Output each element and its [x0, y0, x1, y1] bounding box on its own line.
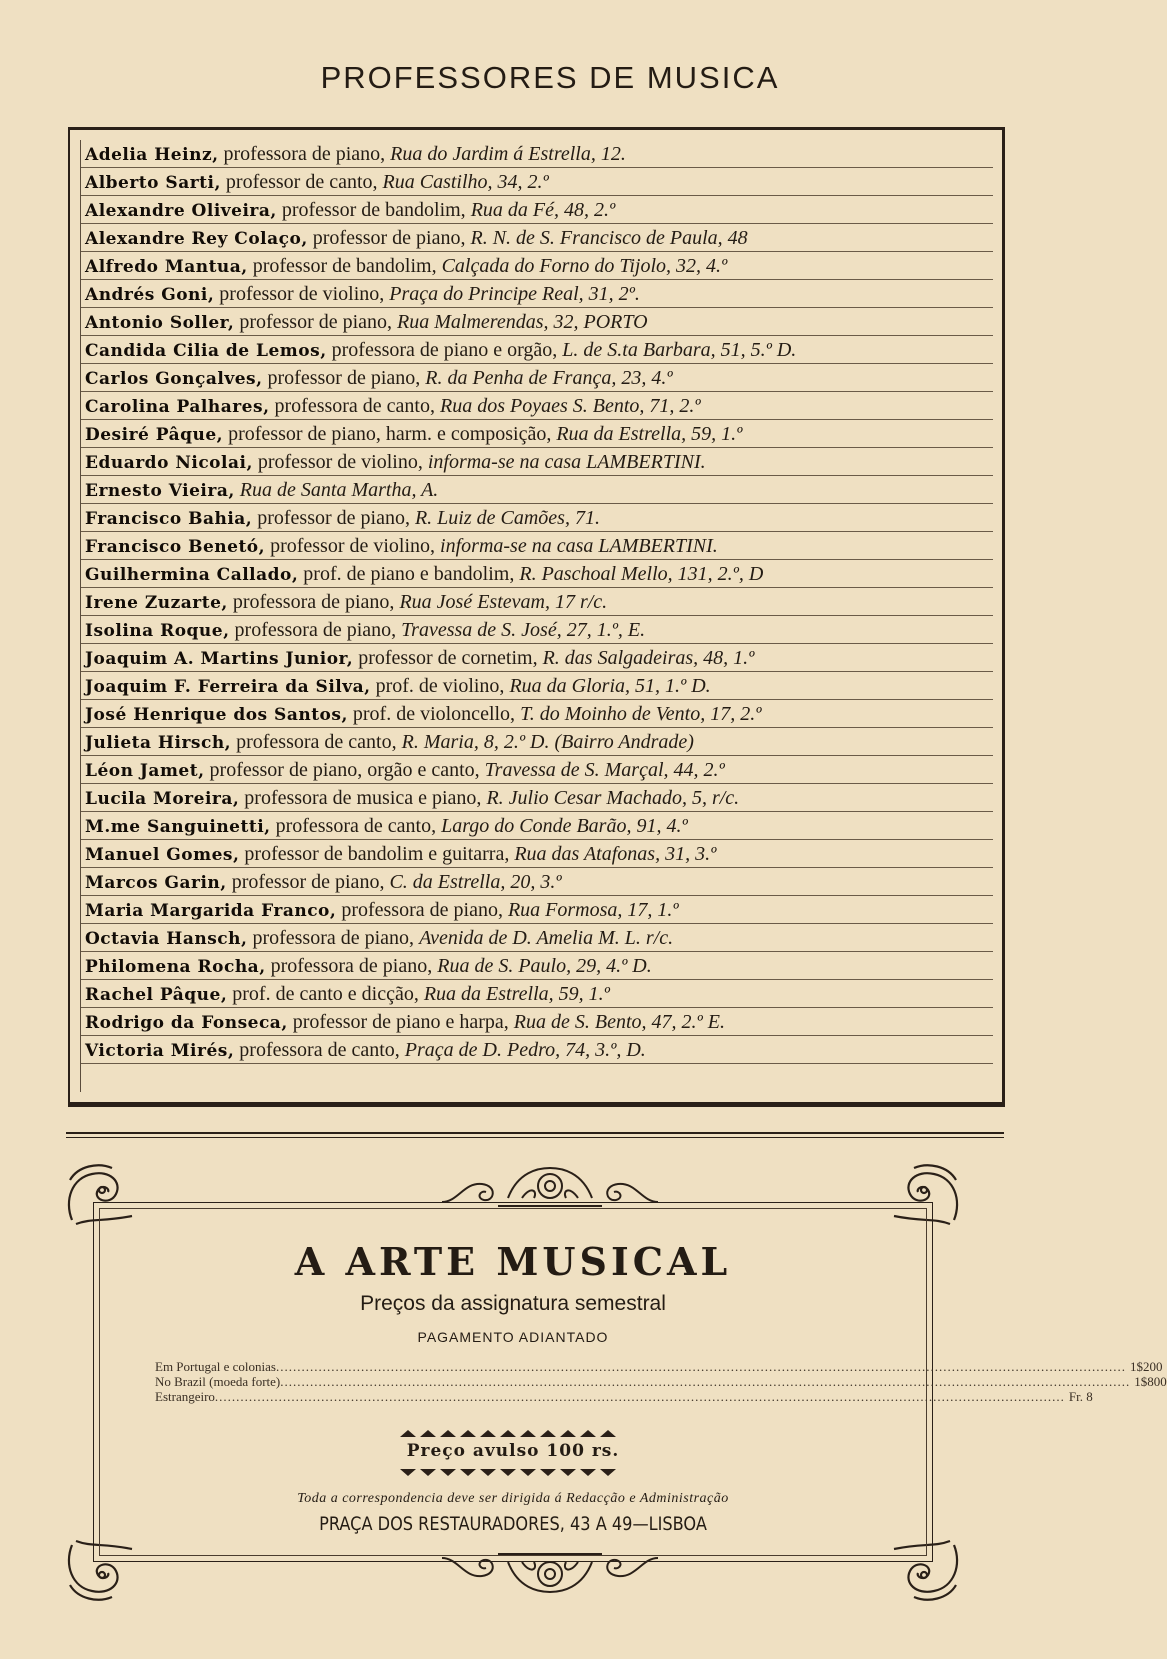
directory-entry: [81, 672, 993, 700]
directory-entry: [81, 700, 993, 728]
entry-name: Joaquim F. Ferreira da Silva,: [85, 677, 371, 697]
directory-entry: [81, 252, 993, 280]
entry-name: Francisco Bahia,: [85, 509, 253, 529]
entry-description: professor de piano e harpa,: [287, 1011, 514, 1033]
entry-description: professor de piano, orgão e canto,: [204, 759, 485, 781]
entry-address: C. da Estrella, 20, 3.º: [389, 871, 562, 893]
entry-address: Travessa de S. Marçal, 44, 2.º: [484, 759, 725, 781]
entry-address: informa-se na casa LAMBERTINI.: [427, 451, 706, 473]
directory-entry: [81, 728, 993, 756]
entry-description: professora de piano,: [247, 927, 420, 949]
leader-dots: ........................................................................................................................................................................................................: [280, 1374, 1131, 1389]
entry-address: R. Julio Cesar Machado, 5, r/c.: [486, 787, 740, 809]
entry-description: professora de canto,: [269, 395, 440, 417]
advert-subtitle: Preços da assignatura semestral: [360, 1292, 666, 1315]
entry-address: Rua da Fé, 48, 2.º: [470, 199, 616, 221]
entry-address: R. Paschoal Mello, 131, 2.º, D: [519, 563, 764, 585]
entry-name: Francisco Benetó,: [85, 537, 266, 557]
entry-description: professor de violino,: [265, 535, 441, 557]
entry-description: professor de piano,: [226, 871, 390, 893]
entry-name: Ernesto Vieira,: [85, 481, 235, 501]
entry-name: Maria Margarida Franco,: [85, 901, 337, 921]
price-label: Em Portugal e colonias: [155, 1359, 276, 1374]
entry-description: professor de piano,: [307, 227, 471, 249]
office-address: PRAÇA DOS RESTAURADORES, 43 A 49—LISBOA: [319, 1513, 707, 1535]
advert-title: A ARTE MUSICAL: [294, 1239, 732, 1284]
entry-address: Rua de Santa Martha, A.: [239, 479, 439, 501]
payment-note: PAGAMENTO ADIANTADO: [417, 1329, 609, 1345]
directory-entry: [81, 588, 993, 616]
price-list: [155, 1359, 1167, 1404]
entry-description: prof. de violino,: [370, 675, 510, 697]
entry-description: professora de piano,: [229, 619, 402, 641]
entry-name: Alfredo Mantua,: [85, 257, 248, 277]
entry-name: Carlos Gonçalves,: [85, 369, 263, 389]
entry-description: professor de bandolim e guitarra,: [239, 843, 515, 865]
directory-entry: [81, 280, 993, 308]
directory-entry: [81, 868, 993, 896]
entry-address: Rua Formosa, 17, 1.º: [507, 899, 679, 921]
entry-description: professora de canto,: [231, 731, 402, 753]
entry-description: professor de piano,: [252, 507, 415, 529]
directory-entry: [81, 644, 993, 672]
entry-address: Rua da Estrella, 59, 1.º: [423, 983, 610, 1005]
entry-description: professor de violino,: [252, 451, 428, 473]
entry-description: professora de piano e orgão,: [326, 339, 563, 361]
leader-dots: ........................................................................................................................................................................................................: [214, 1389, 1065, 1404]
entry-description: professora de piano,: [227, 591, 400, 613]
entry-address: informa-se na casa LAMBERTINI.: [440, 535, 718, 557]
entry-description: professora de piano,: [218, 143, 391, 165]
entry-name: Julieta Hirsch,: [85, 733, 232, 753]
directory-list: [80, 140, 993, 1092]
entry-address: Praça do Principe Real, 31, 2º.: [389, 283, 640, 305]
entry-name: Octavia Hansch,: [85, 929, 248, 949]
divider-rule: [66, 1137, 1004, 1138]
entry-address: Largo do Conde Barão, 91, 4.º: [441, 815, 688, 837]
entry-address: Rua da Estrella, 59, 1.º: [556, 423, 743, 445]
entry-address: R. das Salgadeiras, 48, 1.º: [542, 647, 755, 669]
directory-entry: [81, 924, 993, 952]
entry-description: professora de musica e piano,: [239, 787, 487, 809]
entry-name: Léon Jamet,: [85, 761, 205, 781]
entry-address: Rua do Jardim á Estrella, 12.: [390, 143, 626, 165]
entry-name: José Henrique dos Santos,: [85, 705, 348, 725]
entry-name: Irene Zuzarte,: [85, 593, 228, 613]
entry-address: R. N. de S. Francisco de Paula, 48: [470, 227, 748, 249]
subscription-advert: [93, 1202, 1167, 1562]
entry-description: prof. de violoncello,: [347, 703, 521, 725]
decorative-band-icon: [400, 1429, 628, 1437]
entry-address: R. da Penha de França, 23, 4.º: [425, 367, 673, 389]
directory-entry: [81, 504, 993, 532]
entry-description: prof. de canto e dicção,: [227, 983, 424, 1005]
entry-name: Alberto Sarti,: [85, 173, 221, 193]
price-value: Fr. 8: [1068, 1389, 1093, 1404]
price-label: No Brazil (moeda forte): [155, 1374, 281, 1389]
entry-name: Candida Cilia de Lemos,: [85, 341, 327, 361]
directory-entry: [81, 448, 993, 476]
entry-description: professor de bandolim,: [247, 255, 442, 277]
entry-name: Rachel Pâque,: [85, 985, 228, 1005]
directory-entry: [81, 784, 993, 812]
entry-name: Carolina Palhares,: [85, 397, 270, 417]
single-issue-price: Preço avulso 100 rs.: [406, 1441, 620, 1461]
entry-description: professor de canto,: [220, 171, 383, 193]
entry-name: Marcos Garin,: [85, 873, 227, 893]
entry-address: Rua Castilho, 34, 2.º: [382, 171, 549, 193]
page-title: PROFESSORES DE MUSICA: [320, 60, 780, 95]
entry-name: Manuel Gomes,: [85, 845, 240, 865]
entry-address: Rua das Atafonas, 31, 3.º: [514, 843, 717, 865]
directory-entry: [81, 140, 993, 168]
directory-entry: [81, 392, 993, 420]
entry-name: Andrés Goni,: [85, 285, 215, 305]
directory-entry: [81, 896, 993, 924]
entry-address: Rua dos Poyaes S. Bento, 71, 2.º: [440, 395, 701, 417]
directory-entry: [81, 420, 993, 448]
directory-entry: [81, 812, 993, 840]
entry-name: Desiré Pâque,: [85, 425, 224, 445]
price-label: Estrangeiro: [155, 1389, 215, 1404]
price-row: [155, 1389, 1093, 1404]
decorative-band-icon: [400, 1469, 628, 1477]
entry-description: professor de piano,: [234, 311, 398, 333]
entry-address: Praça de D. Pedro, 74, 3.º, D.: [404, 1039, 646, 1061]
directory-entry: [81, 952, 993, 980]
entry-address: L. de S.ta Barbara, 51, 5.º D.: [562, 339, 797, 361]
entry-name: Joaquim A. Martins Junior,: [85, 649, 354, 669]
directory-entry: [81, 532, 993, 560]
entry-name: Isolina Roque,: [85, 621, 230, 641]
entry-name: Victoria Mirés,: [85, 1041, 235, 1061]
entry-name: Alexandre Rey Colaço,: [85, 229, 308, 249]
directory-entry: [81, 840, 993, 868]
entry-description: professor de piano,: [262, 367, 426, 389]
entry-description: professora de canto,: [234, 1039, 405, 1061]
directory-entry: [81, 980, 993, 1008]
entry-address: Rua da Gloria, 51, 1.º D.: [509, 675, 711, 697]
directory-entry: [81, 476, 993, 504]
directory-entry: [81, 616, 993, 644]
advert-inner-frame: [99, 1208, 1167, 1556]
entry-name: Guilhermina Callado,: [85, 565, 299, 585]
price-row: [155, 1359, 1163, 1374]
divider-rule: [66, 1132, 1004, 1134]
entry-description: professor de bandolim,: [276, 199, 471, 221]
correspondence-note: Toda a correspondencia deve ser dirigida á Redacção e Administração: [297, 1491, 729, 1506]
entry-address: Rua de S. Bento, 47, 2.º E.: [513, 1011, 725, 1033]
directory-entry: [81, 756, 993, 784]
directory-entry: [81, 196, 993, 224]
entry-address: Travessa de S. José, 27, 1.º, E.: [401, 619, 646, 641]
entry-address: T. do Moinho de Vento, 17, 2.º: [520, 703, 762, 725]
entry-description: professor de cornetim,: [353, 647, 543, 669]
entry-description: professor de piano, harm. e composição,: [223, 423, 557, 445]
entry-description: professora de piano,: [265, 955, 438, 977]
entry-address: Rua de S. Paulo, 29, 4.º D.: [437, 955, 652, 977]
directory-entry: [81, 336, 993, 364]
entry-name: Adelia Heinz,: [85, 145, 219, 165]
entry-address: Calçada do Forno do Tijolo, 32, 4.º: [441, 255, 728, 277]
entry-name: M.me Sanguinetti,: [85, 817, 271, 837]
price-row: [155, 1374, 1167, 1389]
directory-entry: [81, 560, 993, 588]
entry-name: Lucila Moreira,: [85, 789, 240, 809]
entry-address: Rua José Estevam, 17 r/c.: [399, 591, 608, 613]
entry-description: professora de piano,: [336, 899, 508, 921]
directory-entry: [81, 308, 993, 336]
entry-address: Avenida de D. Amelia M. L. r/c.: [419, 927, 674, 949]
entry-name: Philomena Rocha,: [85, 957, 266, 977]
entry-name: Rodrigo da Fonseca,: [85, 1013, 288, 1033]
directory-entry: [81, 224, 993, 252]
entry-name: Alexandre Oliveira,: [85, 201, 277, 221]
entry-address: R. Maria, 8, 2.º D. (Bairro Andrade): [401, 731, 694, 753]
entry-address: R. Luiz de Camões, 71.: [414, 507, 600, 529]
entry-name: Eduardo Nicolai,: [85, 453, 253, 473]
entry-description: prof. de piano e bandolim,: [298, 563, 520, 585]
price-value: 1$800: [1134, 1374, 1167, 1389]
entry-description: professor de violino,: [214, 283, 390, 305]
directory-entry: [81, 1036, 993, 1064]
entry-address: Rua Malmerendas, 32, PORTO: [397, 311, 648, 333]
directory-entry: [81, 364, 993, 392]
entry-name: Antonio Soller,: [85, 313, 235, 333]
price-value: 1$200: [1129, 1359, 1163, 1374]
leader-dots: ........................................................................................................................................................................................................: [275, 1359, 1126, 1374]
directory-entry: [81, 168, 993, 196]
directory-frame: [68, 127, 1005, 1107]
directory-entry: [81, 1008, 993, 1036]
entry-description: professora de canto,: [270, 815, 442, 837]
